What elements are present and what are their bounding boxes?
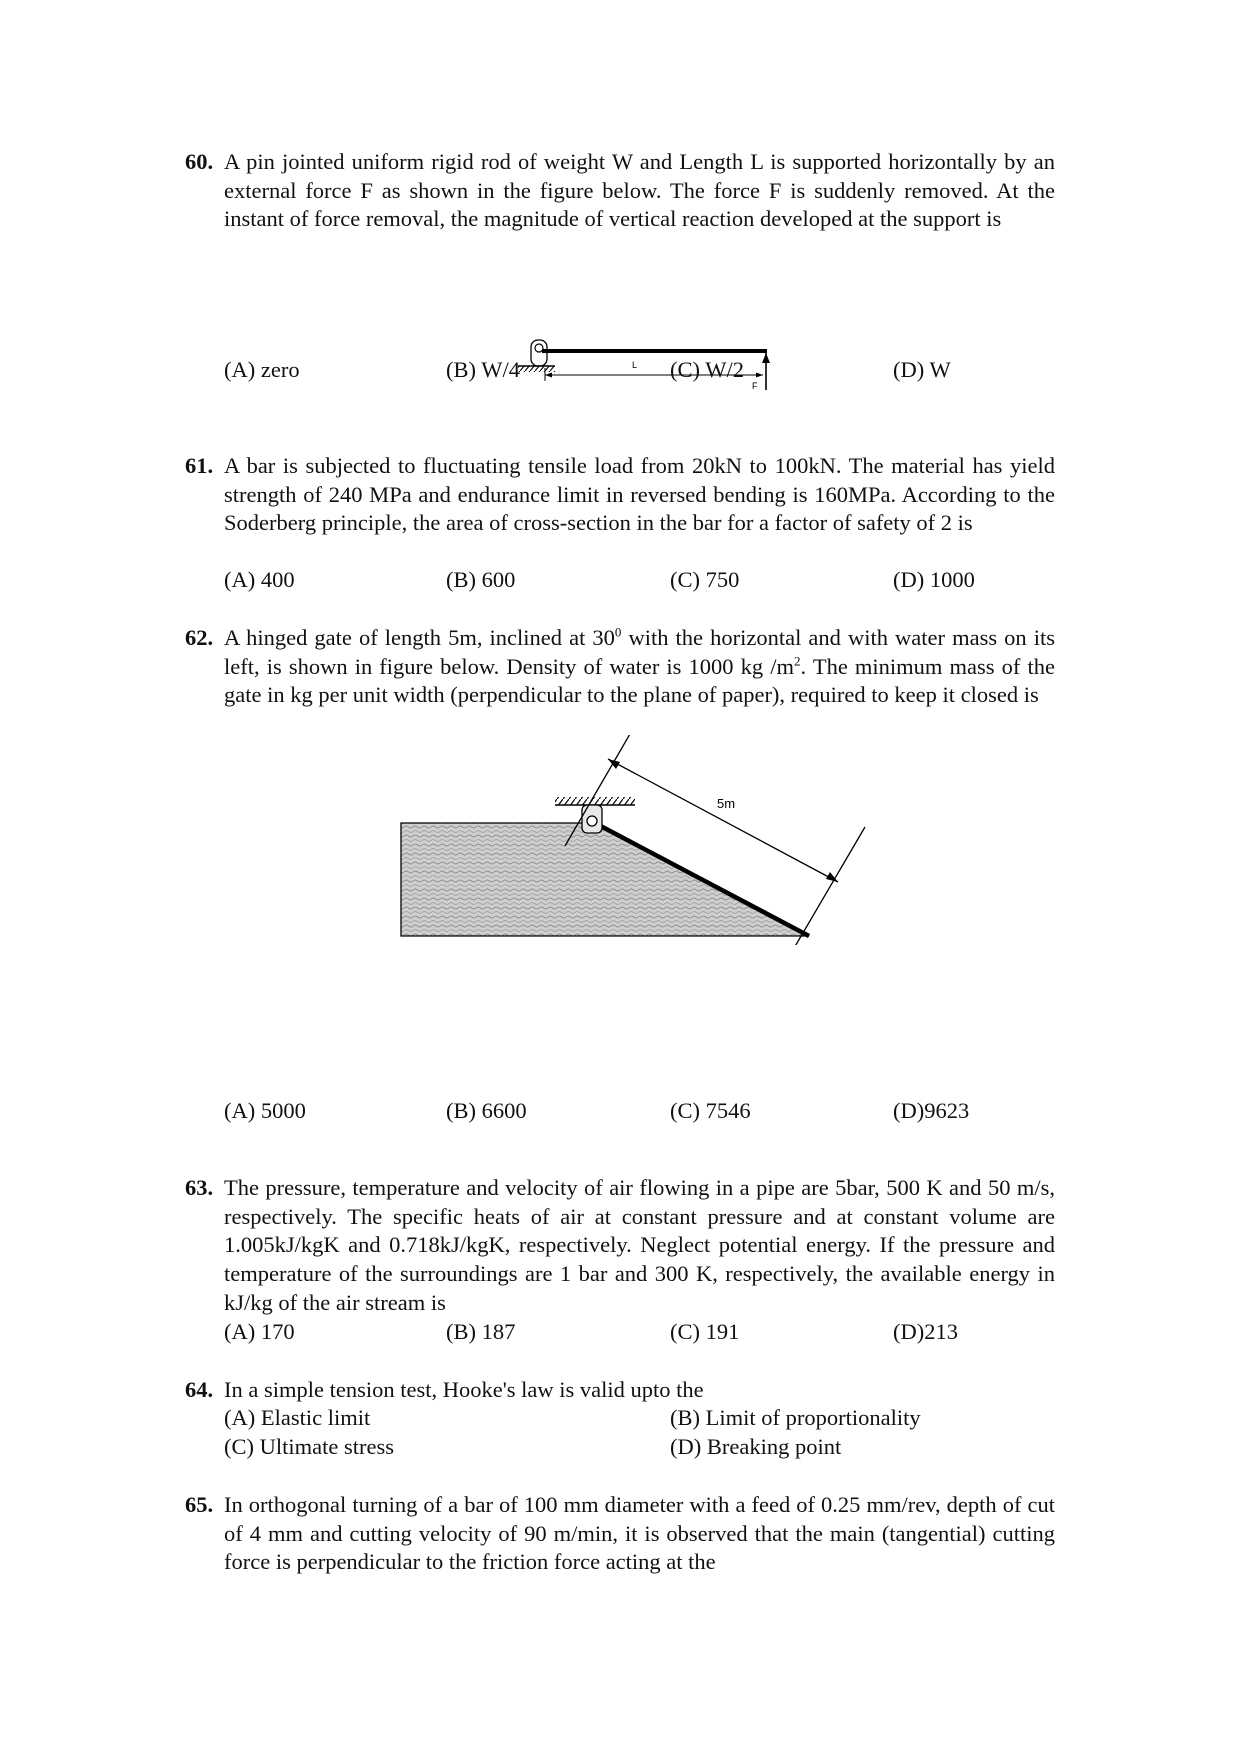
question-62 xyxy=(185,624,1055,710)
length-label: 5m xyxy=(717,796,736,811)
option-a: (A) Elastic limit xyxy=(224,1405,371,1430)
option-d: (D) Breaking point xyxy=(670,1434,842,1459)
option-c: (C) 750 xyxy=(670,567,740,592)
question-text: A bar is subjected to fluctuating tensile load from 20kN to 100kN. The material has yield strength of 240 MPa and endurance limit in reversed bending is 160MPa. According to the Soderberg principle, the area of cross-section in the bar for a factor of safety of 2 is xyxy=(224,453,1055,536)
question-number: 65. xyxy=(185,1492,214,1517)
pin-support xyxy=(518,340,555,372)
question-number: 61. xyxy=(185,453,214,478)
question-60 xyxy=(185,148,1055,234)
option-a: (A) 170 xyxy=(224,1319,295,1344)
water-body xyxy=(401,823,809,936)
question-text: In orthogonal turning of a bar of 100 mm diameter with a feed of 0.25 mm/rev, depth of cut of 4 mm and cutting velocity of 90 m/min, it is observed that the main (tangential) cutting force is perpendicular to the friction force acting at the xyxy=(224,1492,1055,1575)
force-arrow xyxy=(762,353,770,390)
question-text: A hinged gate of length 5m, inclined at $30^0$ with the horizontal and with water mass on its left, is shown in figure below. Density of water is 1000 kg $/m^2$. The minimum mass of the gate in kg per unit width (perpendicular to the plane of paper), required to keep it closed is xyxy=(224,624,1056,708)
option-a: (A) 400 xyxy=(224,567,295,592)
option-d: (D)213 xyxy=(893,1319,958,1344)
option-a: (A) zero xyxy=(224,357,300,382)
option-c: (C) 191 xyxy=(670,1319,740,1344)
question-text: A pin jointed uniform rigid rod of weight W and Length L is supported horizontally by an external force F as shown in the figure below. The force F is suddenly removed. At the instant of force removal, the magnitude of vertical reaction developed at the support is xyxy=(224,149,1055,232)
hinged-gate-figure xyxy=(395,735,875,945)
question-number: 63. xyxy=(185,1175,214,1200)
option-c: (C) 7546 xyxy=(670,1098,751,1123)
question-text: The pressure, temperature and velocity of air flowing in a pipe are 5bar, 500 K and 50 m/s, respectively. The specific heats of air at constant pressure and at constant volume are 1.005kJ/kgK and 0.718kJ/kgK, respectively. Neglect potential energy. If the pressure and temperature of the surroundings are 1 bar and 300 K, respectively, the available energy in kJ/kg of the air stream is xyxy=(224,1175,1055,1315)
question-text: In a simple tension test, Hooke's law is valid upto the xyxy=(224,1377,704,1402)
rigid-rod xyxy=(542,349,767,353)
option-d: (D) W xyxy=(893,357,951,382)
option-c: (C) W/2 xyxy=(670,357,744,382)
question-number: 60. xyxy=(185,149,214,174)
option-b: (B) 600 xyxy=(446,567,516,592)
question-number: 62. xyxy=(185,625,214,650)
option-a: (A) 5000 xyxy=(224,1098,306,1123)
option-b: (B) 187 xyxy=(446,1319,516,1344)
option-b: (B) Limit of proportionality xyxy=(670,1405,921,1430)
question-number: 64. xyxy=(185,1377,214,1402)
option-d: (D)9623 xyxy=(893,1098,970,1123)
option-c: (C) Ultimate stress xyxy=(224,1434,394,1459)
question-65 xyxy=(185,1491,1055,1577)
question-63 xyxy=(185,1174,1055,1318)
force-label: F xyxy=(752,381,758,391)
question-61 xyxy=(185,452,1055,538)
length-label: L xyxy=(632,360,638,370)
option-d: (D) 1000 xyxy=(893,567,975,592)
option-b: (B) 6600 xyxy=(446,1098,527,1123)
question-64 xyxy=(185,1376,1055,1405)
option-b: (B) W/4 xyxy=(446,357,520,382)
